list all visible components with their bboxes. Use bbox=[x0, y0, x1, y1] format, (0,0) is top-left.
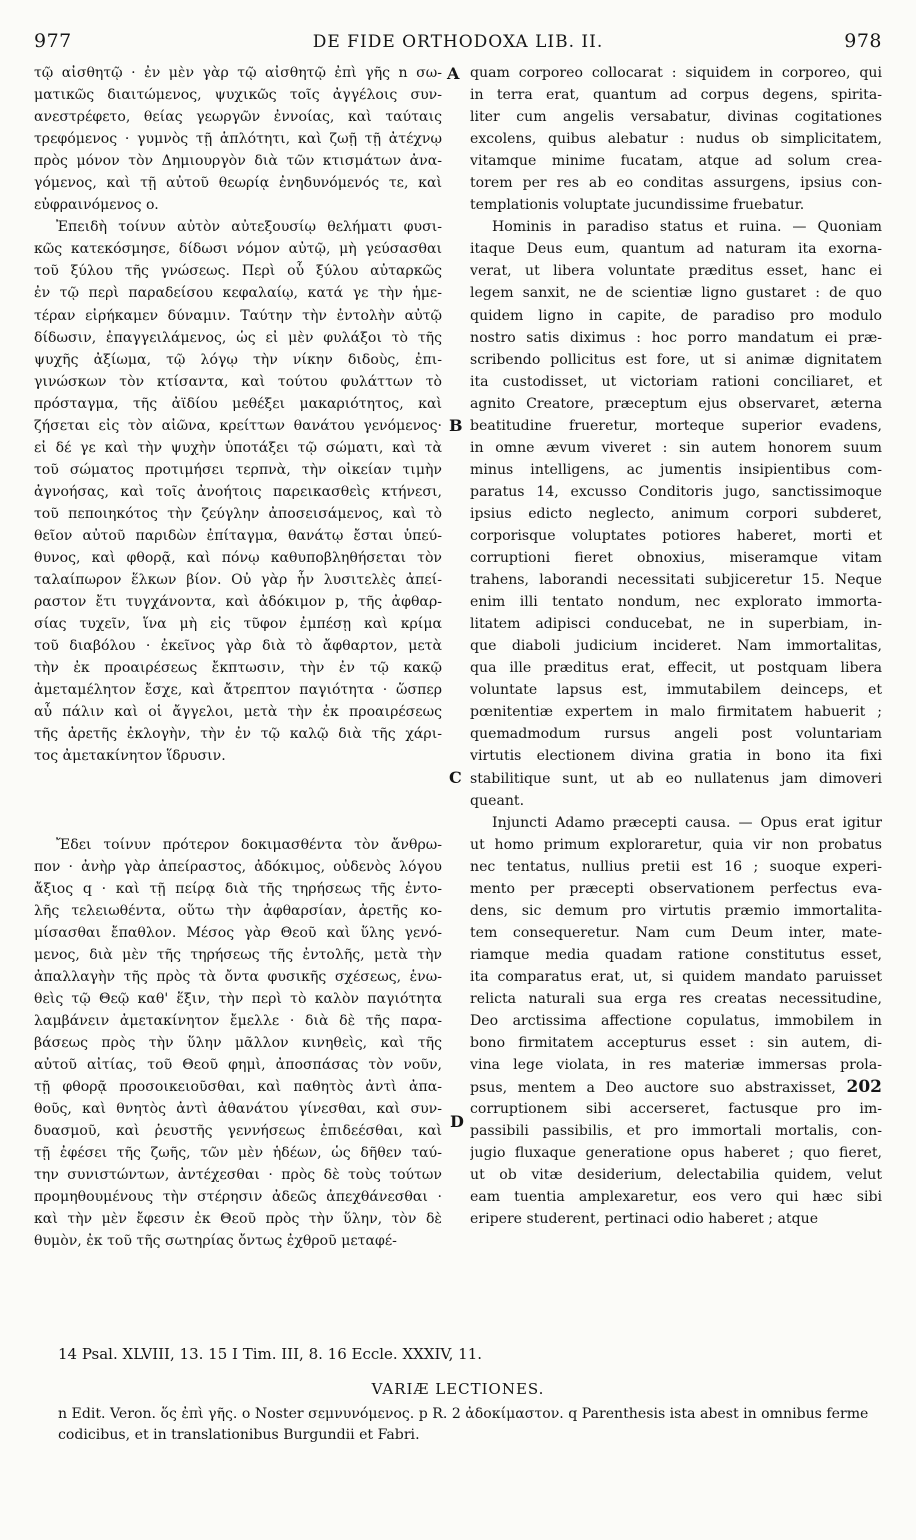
greek-line: θυμὸν, ἐκ τοῦ τῆς σωτηρίας ὄντως ἐχθροῦ μεταφέ- bbox=[34, 1233, 397, 1250]
latin-line: mento per præcepti observationem perfectus eva- bbox=[470, 880, 882, 897]
greek-line: πρόσταγμα, τῆς ἀϊδίου μεθέξει μακαριότητος, καὶ bbox=[34, 395, 442, 412]
latin-line: quidem ligno in capite, de paradiso pro modulo bbox=[470, 307, 882, 324]
greek-line: τος ἀμετακίνητον ἵδρυσιν. bbox=[34, 748, 226, 765]
greek-line: τῇ ἐφέσει τῆς ζωῆς, τῶν μὲν ἡδέων, ὡς δῆθεν ταύ- bbox=[34, 1145, 442, 1162]
latin-line: templationis voluptate jucundissime fruebatur. bbox=[470, 197, 805, 214]
greek-line: ταλαίπωρον ἕλκων βίον. Οὐ γὰρ ἦν λυσιτελὲς ἀπεί- bbox=[34, 572, 442, 589]
greek-line: τοῦ ξύλου τῆς γνώσεως. Περὶ οὗ ξύλου αὐταρκῶς bbox=[34, 263, 442, 280]
greek-line: αὐτοῦ αἰτίας, τοῦ Θεοῦ φημὶ, ἀποσπάσας τὸν νοῦν, bbox=[34, 1056, 442, 1073]
greek-line: ἀγνοήσας, καὶ τοῖς ἀνοήτοις παρεικασθεὶς κτήνεσι, bbox=[34, 483, 442, 500]
latin-line: vina lege violata, in res materiæ immersas prola- bbox=[470, 1057, 882, 1074]
column-marker-c: C bbox=[449, 768, 462, 787]
latin-line: trahens, laborandi necessitati subjiceretur 15. Neque bbox=[470, 572, 882, 589]
latin-line: torem per res ab eo conditas assurgens, ipsius con- bbox=[470, 175, 882, 192]
greek-line: προμηθουμένους τὴν στέρησιν ἀδεῶς ἀπεχθάνεσθαι · bbox=[34, 1189, 442, 1206]
greek-line: γόμενος, καὶ τῇ αὐτοῦ θεωρίᾳ ἐνηδυνόμενός τε, καὶ bbox=[34, 175, 442, 192]
greek-line: θυνος, καὶ φθορᾷ, καὶ πόνῳ καθυποβληθήσεται τὸν bbox=[34, 550, 442, 567]
latin-line: corruptioni fieret obnoxius, miseramque vitam bbox=[470, 550, 882, 567]
greek-line: ματικῶς διαιτώμενος, ψυχικῶς τοῖς ἀγγέλοις συν- bbox=[34, 87, 442, 104]
latin-line: corruptionem sibi accerseret, factusque pro im- bbox=[470, 1101, 882, 1118]
latin-line: ut ob vitæ desiderium, delectabilia quidem, velut bbox=[470, 1167, 882, 1184]
latin-line: eripere studerent, pertinaci odio haberet ; atque bbox=[470, 1211, 819, 1228]
latin-line: voluntate lapsus est, immutabilem deinceps, et bbox=[470, 682, 882, 699]
latin-line: enim illi tentato nondum, nec explorato immorta- bbox=[470, 594, 882, 611]
latin-line: eam tuentia amplexaretur, eos vero qui hæc sibi bbox=[470, 1189, 882, 1206]
column-number-badge: 202 bbox=[846, 1077, 882, 1098]
latin-line: stabilitique sunt, ut ab eo nullatenus jam dimoveri bbox=[470, 770, 882, 787]
latin-line: psus, mentem a Deo auctore suo abstraxisset, 202 bbox=[470, 1077, 882, 1098]
variae-lectiones-title: VARIÆ LECTIONES. bbox=[371, 1380, 545, 1398]
greek-line: θοῦς, καὶ θνητὸς ἀντὶ ἀθανάτου γίνεσθαι, καὶ συν- bbox=[34, 1101, 442, 1118]
greek-line: ἀπαλλαγὴν τῆς πρὸς τὰ ὄντα φυσικῆς σχέσεως, ἑνω- bbox=[34, 968, 442, 985]
latin-line: litatem adipisci conducebat, ne in superbiam, in- bbox=[470, 616, 882, 633]
greek-line: ανεστρέφετο, θείας γεωργῶν ἐννοίας, καὶ ταύταις bbox=[34, 109, 442, 126]
latin-line: ipsius edicto neglecto, animum corpori subderet, bbox=[470, 505, 882, 522]
greek-line: λαμβάνειν ἀμετακίνητον ἔμελλε · διὰ δὲ τῆς παρα- bbox=[34, 1012, 442, 1029]
latin-column bbox=[470, 62, 882, 1230]
running-title: DE FIDE ORTHODOXA LIB. II. bbox=[312, 32, 604, 52]
latin-line: nostro satis diximus : hoc porro mandatum ei præ- bbox=[470, 329, 882, 346]
greek-line: τέραν εἰρήκαμεν δύναμιν. Ταύτην τὴν ἐντολὴν αὐτῷ bbox=[34, 307, 442, 324]
latin-line: ut homo primum exploraretur, quia vir non probatus bbox=[470, 836, 882, 853]
greek-line: τρεφόμενος · γυμνὸς τῇ ἁπλότητι, καὶ ζωῇ τῇ ἀτέχνῳ bbox=[34, 131, 442, 148]
greek-line: πον · ἀνὴρ γὰρ ἀπείραστος, ἀδόκιμος, οὐδενὸς λόγου bbox=[34, 858, 442, 875]
latin-line: itaque Deus eum, quantum ad naturam ita exorna- bbox=[470, 241, 882, 258]
greek-line: βάσεως πρὸς τὴν ὕλην μᾶλλον κινηθεὶς, καὶ τῆς bbox=[34, 1034, 442, 1051]
greek-line: εὐφραινόμενος o. bbox=[34, 197, 159, 214]
greek-line: θεῖον αὐτοῦ παριδὼν ἐπίταγμα, θανάτῳ ἔσται ὑπεύ- bbox=[34, 527, 442, 544]
latin-line: paratus 14, excusso Conditoris jugo, sanctissimoque bbox=[470, 483, 882, 500]
greek-line: γινώσκων τὸν κτίσαντα, καὶ τούτου φυλάττων τὸ bbox=[34, 373, 442, 390]
greek-line: ἐν τῷ περὶ παραδείσου κεφαλαίῳ, κατά γε τὴν ἡμε- bbox=[34, 285, 442, 302]
latin-line: legem sanxit, ne de scientiæ ligno gustaret : de quo bbox=[470, 285, 882, 302]
latin-line: excolens, quibus alebatur : nudus ob simplicitatem, bbox=[470, 131, 882, 148]
page-number-left: 977 bbox=[34, 30, 72, 52]
latin-line: relicta naturali sua erga res creatas necessitudine, bbox=[470, 990, 882, 1007]
latin-line: verat, ut libera voluntate præditus esset, hanc ei bbox=[470, 263, 882, 280]
greek-line: τὴν ἐκ προαιρέσεως ἔκπτωσιν, τὴν ἐν τῷ κακῷ bbox=[34, 660, 442, 677]
greek-line: εἰ δέ γε καὶ τὴν ψυχὴν ὑποτάξει τῷ σώματι, καὶ τὰ bbox=[34, 439, 442, 456]
greek-line: σίας τυχεῖν, ἵνα μὴ εἰς τῦφον ἐμπέσῃ καὶ κρίμα bbox=[34, 616, 442, 633]
column-marker-b: B bbox=[449, 416, 463, 435]
greek-line: κῶς κατεκόσμησε, δίδωσι νόμον αὐτῷ, μὴ γεύσασθαι bbox=[34, 241, 442, 258]
latin-line: liter cum angelis versabatur, divinas cogitationes bbox=[470, 109, 882, 126]
greek-line: μενος, διὰ μὲν τῆς τηρήσεως τῆς ἐντολῆς, μετὰ τὴν bbox=[34, 946, 442, 963]
latin-line: bono firmitatem accepturus esset : sin autem, di- bbox=[470, 1035, 882, 1052]
latin-line: queant. bbox=[470, 792, 525, 809]
page-number-right: 978 bbox=[844, 30, 882, 52]
latin-line: corporisque voluptates potiores haberet, morti et bbox=[470, 527, 882, 544]
greek-line: μίσασθαι ἔπαθλον. Μέσος γὰρ Θεοῦ καὶ ὕλης γενό- bbox=[34, 924, 442, 941]
latin-line: qua ille præditus erat, effecit, ut postquam libera bbox=[470, 660, 882, 677]
latin-line: scribendo pollicitus est fore, ut si animæ dignitatem bbox=[470, 351, 882, 368]
greek-line: Ἔδει τοίνυν πρότερον δοκιμασθέντα τὸν ἄνθρω- bbox=[56, 836, 442, 853]
latin-line: minus intelligens, ac jumentis insipientibus com- bbox=[470, 461, 882, 478]
greek-line: τοῦ διαβόλου · ἐκεῖνος γὰρ διὰ τὸ ἄφθαρτον, μετὰ bbox=[34, 638, 442, 655]
page-header bbox=[34, 30, 882, 56]
greek-line: θεὶς τῷ Θεῷ καθ' ἕξιν, τὴν περὶ τὸ καλὸν παγιότητα bbox=[34, 990, 442, 1007]
latin-line: quemadmodum rursus angeli post voluntariam bbox=[470, 726, 882, 743]
latin-line: ita custodisset, ut victoriam rationi conciliaret, et bbox=[470, 373, 882, 390]
latin-line: in terra erat, quantum ad corpus degens, spirita- bbox=[470, 87, 882, 104]
latin-line: agnito Creatore, præceptum ejus observaret, æterna bbox=[470, 395, 882, 412]
latin-line: dens, sic demum pro virtutis præmio immortalita- bbox=[470, 902, 882, 919]
greek-line: την συνιστώντων, ἀντέχεσθαι · πρὸς δὲ τοὺς τούτων bbox=[34, 1167, 442, 1184]
latin-line: riamque media quadam ratione constitutus esset, bbox=[470, 946, 882, 963]
greek-line: δίδωσιν, ἐπαγγειλάμενος, ὡς εἰ μὲν φυλάξοι τὸ τῆς bbox=[34, 329, 442, 346]
greek-line: λῆς τελειωθέντα, οὕτω τὴν ἀφθαρσίαν, ἀρετῆς κο- bbox=[34, 902, 442, 919]
latin-line: Deo arctissima affectione copulatus, immobilem in bbox=[470, 1013, 882, 1030]
latin-line: virtutis electionem divina gratia in bono ita fixi bbox=[470, 748, 882, 765]
greek-line: ψυχῆς ἀξίωμα, τῷ λόγῳ τὴν νίκην διδοὺς, ἐπι- bbox=[34, 351, 442, 368]
greek-line: τῆς ἀρετῆς ἐκλογὴν, τὴν ἐν τῷ καλῷ διὰ τῆς χάρι- bbox=[34, 726, 442, 743]
greek-line: τοῦ πεποιηκότος τὴν ζεύγλην ἀποσεισάμενος, καὶ τὸ bbox=[34, 505, 442, 522]
latin-line: passibili passibilis, et pro immortali mortalis, con- bbox=[470, 1123, 882, 1140]
footnotes: 14 Psal. XLVIII, 13. 15 I Tim. III, 8. 16 Eccle. XXXIV, 11. bbox=[58, 1345, 483, 1363]
latin-line: pœnitentiæ expertem in malo firmitatem habuerit ; bbox=[470, 704, 882, 721]
greek-line: Ἐπειδὴ τοίνυν αὐτὸν αὐτεξουσίῳ θελήματι φυσι- bbox=[56, 219, 442, 236]
greek-line: τῇ φθορᾷ προσοικειοῦσθαι, καὶ παθητὸς ἀντὶ ἀπα- bbox=[34, 1079, 442, 1096]
greek-column bbox=[34, 62, 442, 1252]
greek-line: ἄξιος q · καὶ τῇ πείρᾳ διὰ τῆς τηρήσεως τῆς ἐντο- bbox=[34, 880, 442, 897]
latin-line: tem consequeretur. Nam cum Deum inter, mate- bbox=[470, 924, 882, 941]
latin-line: que diaboli judicium incideret. Nam immortalitas, bbox=[470, 638, 882, 655]
latin-line: ita comparatus erat, ut, si quidem mandato paruisset bbox=[470, 968, 882, 985]
latin-line: Hominis in paradiso status et ruina. — Quoniam bbox=[492, 219, 882, 236]
greek-line: πρὸς μόνον τὸν Δημιουργὸν διὰ τῶν κτισμάτων ἀνα- bbox=[34, 153, 442, 170]
greek-line: ραστον ἔτι τυγχάνοντα, καὶ ἀδόκιμον p, τῆς ἀφθαρ- bbox=[34, 594, 442, 611]
latin-line: nec tentatus, nullius pretii est 16 ; suoque experi- bbox=[470, 858, 882, 875]
greek-line: καὶ τὴν μὲν ἔφεσιν ἐκ Θεοῦ πρὸς τὴν ὕλην, τὸν δὲ bbox=[34, 1211, 442, 1228]
latin-line: in omne ævum viveret : sin autem honorem suum bbox=[470, 439, 882, 456]
greek-line: τοῦ σώματος προτιμήσει τερπνὰ, τὴν οἰκείαν τιμὴν bbox=[34, 461, 442, 478]
greek-line: ἀμεταμέλητον ἔσχε, καὶ ἄτρεπτον παγιότητα · ὥσπερ bbox=[34, 682, 442, 699]
greek-line: τῷ αἰσθητῷ · ἐν μὲν γὰρ τῷ αἰσθητῷ ἐπὶ γῆς n σω- bbox=[34, 65, 442, 81]
variae-lectiones-text: n Edit. Veron. ὅς ἐπὶ γῆς. o Noster σεμνυνόμενος. p R. 2 ἀδοκίμαστον. q Parenthesis ista abest in omnibus ferme codicibus, et in translationibus Burgundii et Fabri. bbox=[58, 1406, 869, 1443]
latin-line: Injuncti Adamo præcepti causa. — Opus erat igitur bbox=[492, 814, 882, 831]
column-marker-a: A bbox=[447, 64, 460, 83]
latin-line: vitamque minime fucatam, atque ad solum crea- bbox=[470, 153, 882, 170]
latin-line: beatitudine frueretur, morteque superior evadens, bbox=[470, 417, 882, 434]
latin-line: jugio fluxaque generatione opus haberet ; quo fieret, bbox=[470, 1145, 882, 1162]
greek-line: αὖ πάλιν καὶ οἱ ἄγγελοι, μετὰ τὴν ἐκ προαιρέσεως bbox=[34, 704, 442, 721]
latin-line: quam corporeo collocarat : siquidem in corporeo, qui bbox=[470, 65, 882, 81]
greek-line: ζήσεται εἰς τὸν αἰῶνα, κρείττων θανάτου γενόμενος· bbox=[34, 417, 442, 434]
column-marker-d: D bbox=[450, 1112, 464, 1131]
greek-line: δυασμοῦ, καὶ ῥευστῆς γεννήσεως ἐπιδεέσθαι, καὶ bbox=[34, 1123, 442, 1140]
